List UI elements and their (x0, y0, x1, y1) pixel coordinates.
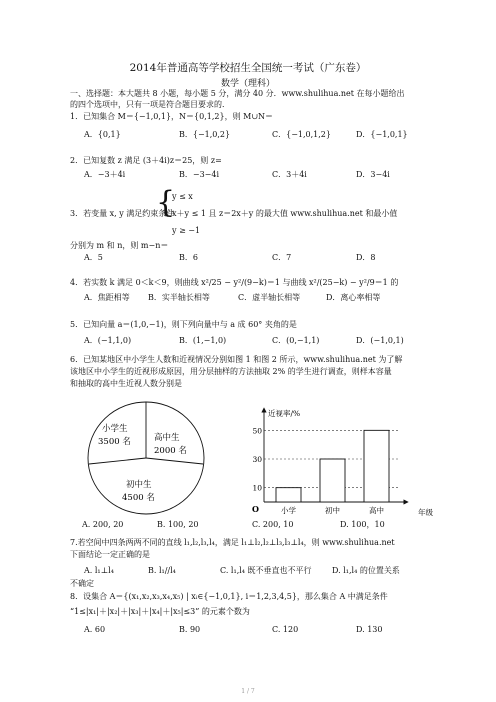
q8-option-a: A. 60 (84, 625, 106, 634)
q5-option-d: D．(−1,0,1) (356, 336, 404, 345)
student-count-pie (80, 398, 215, 520)
q8-option-d: D. 130 (356, 625, 383, 634)
q7-stem-1: 7.若空间中四条两两不同的直线 l₁,l₂,l₃,l₄，满足 l₁⊥l₂,l₂⊥l₃,l₃⊥l₄，则 www.shulihua.net (70, 538, 395, 547)
q3-option-d: D．8 (356, 253, 376, 262)
q3-constraint-3: y ≥ −1 (172, 226, 201, 235)
q3-constraint-1: y ≤ x (172, 192, 193, 201)
bar-1 (276, 488, 301, 502)
q7-option-b: B. l₁//l₄ (148, 566, 176, 575)
bar-3 (364, 430, 389, 502)
q2-stem: 2．已知复数 z 满足 (3＋4i)z＝25，则 z= (70, 156, 222, 165)
y-axis-label: 近视率/% (268, 409, 301, 418)
q4-option-c: C．虚半轴长相等 (238, 293, 301, 302)
q7-option-a: A. l₁⊥l₄ (84, 566, 114, 575)
q6-option-a: A. 200, 20 (82, 520, 124, 529)
q2-option-c: C．3＋4i (272, 170, 307, 179)
q3-stem-post: 分别为 m 和 n，则 m−n＝ (70, 241, 169, 250)
pie-label-primary: 小学生 (102, 424, 128, 434)
q1-option-b: B．{−1,0,2} (179, 130, 231, 139)
q8-option-b: B. 90 (179, 625, 201, 634)
q1-option-a: A．{0,1} (84, 130, 121, 139)
y-tick-label-50: 50 (252, 426, 262, 436)
q3-stem-pre: 3．若变量 x, y 满足约束条件 (70, 209, 175, 218)
page-subtitle: 数学（理科） (220, 79, 275, 89)
q3-option-a: A．5 (84, 253, 103, 262)
q6-option-c: C. 200, 10 (252, 520, 294, 529)
q1-option-c: C．{−1,0,1,2} (272, 130, 331, 139)
q1-option-d: D．{−1,0,1} (356, 130, 408, 139)
origin-label: O (252, 504, 259, 514)
x-tick-label-1: 小学 (281, 506, 296, 515)
q4-option-b: B．实半轴长相等 (148, 293, 210, 302)
y-tick-label-10: 10 (252, 483, 262, 493)
myopia-rate-bar-chart (248, 404, 448, 519)
q6-stem-3: 和抽取的高中生近视人数分别是 (70, 379, 182, 388)
q5-stem: 5．已知向量 a＝(1,0,−1)，则下列向量中与 a 成 60° 夹角的是 (70, 320, 297, 329)
q2-option-a: A．−3＋4i (84, 170, 126, 179)
q8-option-c: C. 120 (272, 625, 299, 634)
x-tick-label-3: 高中 (369, 506, 384, 515)
x-axis-label: 年级 (418, 508, 433, 517)
q8-stem-1: 8．设集合 A＝{(x₁,x₂,x₃,x₄,x₅) | xᵢ∈{−1,0,1}, i＝1,2,3,4,5}，那么集合 A 中满足条件 (70, 592, 388, 601)
q5-option-c: C．(0,−1,1) (272, 336, 320, 345)
q1-stem: 1．已知集合 M＝{−1,0,1}，N＝{0,1,2}，则 M∪N＝ (70, 112, 274, 121)
q7-option-d: D. l₁,l₄ 的位置关系 (332, 566, 400, 575)
pie-value-senior: 2000 名 (154, 446, 187, 456)
intro-line-1: 一、选择题：本大题共 8 小题，每小题 5 分，满分 40 分．www.shulihua.net 在每小题给出 (70, 89, 405, 98)
q8-stem-2: “1≤|x₁|＋|x₂|＋|x₃|＋|x₄|＋|x₅|≤3” 的元素个数为 (70, 607, 250, 616)
q6-stem-1: 6．已知某地区中小学生人数和近视情况分别如图 1 和图 2 所示，www.shulihua.net 为了解 (70, 355, 403, 364)
q7-stem-2: 下面结论一定正确的是 (70, 550, 150, 559)
q3-option-c: C．7 (272, 253, 292, 262)
bar-2 (320, 459, 345, 502)
q5-option-b: B．(1,−1,0) (179, 336, 227, 345)
intro-line-2: 的四个选项中，只有一项是符合题目要求的． (70, 100, 230, 109)
q7-option-d-tail: 不确定 (70, 579, 94, 588)
page-number: 1 / 7 (241, 688, 255, 695)
q3-constraint-2: x＋y ≤ 1 且 z＝2x＋y 的最大值 www.shulihua.net 和最小值 (172, 209, 398, 218)
q6-option-b: B. 100, 20 (157, 520, 199, 529)
q7-option-c: C. l₁,l₄ 既不垂直也不平行 (220, 566, 312, 575)
pie-label-senior: 高中生 (154, 433, 180, 443)
pie-value-primary: 3500 名 (98, 437, 131, 447)
y-tick-label-30: 30 (252, 455, 262, 464)
q4-option-d: D．离心率相等 (326, 293, 381, 302)
q2-option-d: D．3−4i (356, 170, 390, 179)
q3-option-b: B．6 (179, 253, 198, 262)
pie-value-junior: 4500 名 (122, 493, 155, 503)
q2-option-b: B．−3−4i (179, 170, 220, 179)
q5-option-a: A．(−1,1,0) (84, 336, 132, 345)
q6-option-d: D. 100，10 (340, 520, 385, 529)
pie-label-junior: 初中生 (126, 480, 152, 490)
q4-option-a: A．焦距相等 (84, 293, 130, 302)
q6-stem-2: 该地区中小学生的近视形成原因，用分层抽样的方法抽取 2% 的学生进行调查，则样本容量 (70, 367, 392, 376)
q3-brace: { (156, 185, 176, 220)
x-tick-label-2: 初中 (325, 506, 340, 515)
q4-stem: 4．若实数 k 满足 0＜k＜9，则曲线 x²/25 − y²/(9−k)＝1 与曲线 x²/(25−k) − y²/9＝1 的 (70, 278, 399, 287)
page-title: 2014年普通高等学校招生全国统一考试（广东卷） (129, 62, 367, 74)
